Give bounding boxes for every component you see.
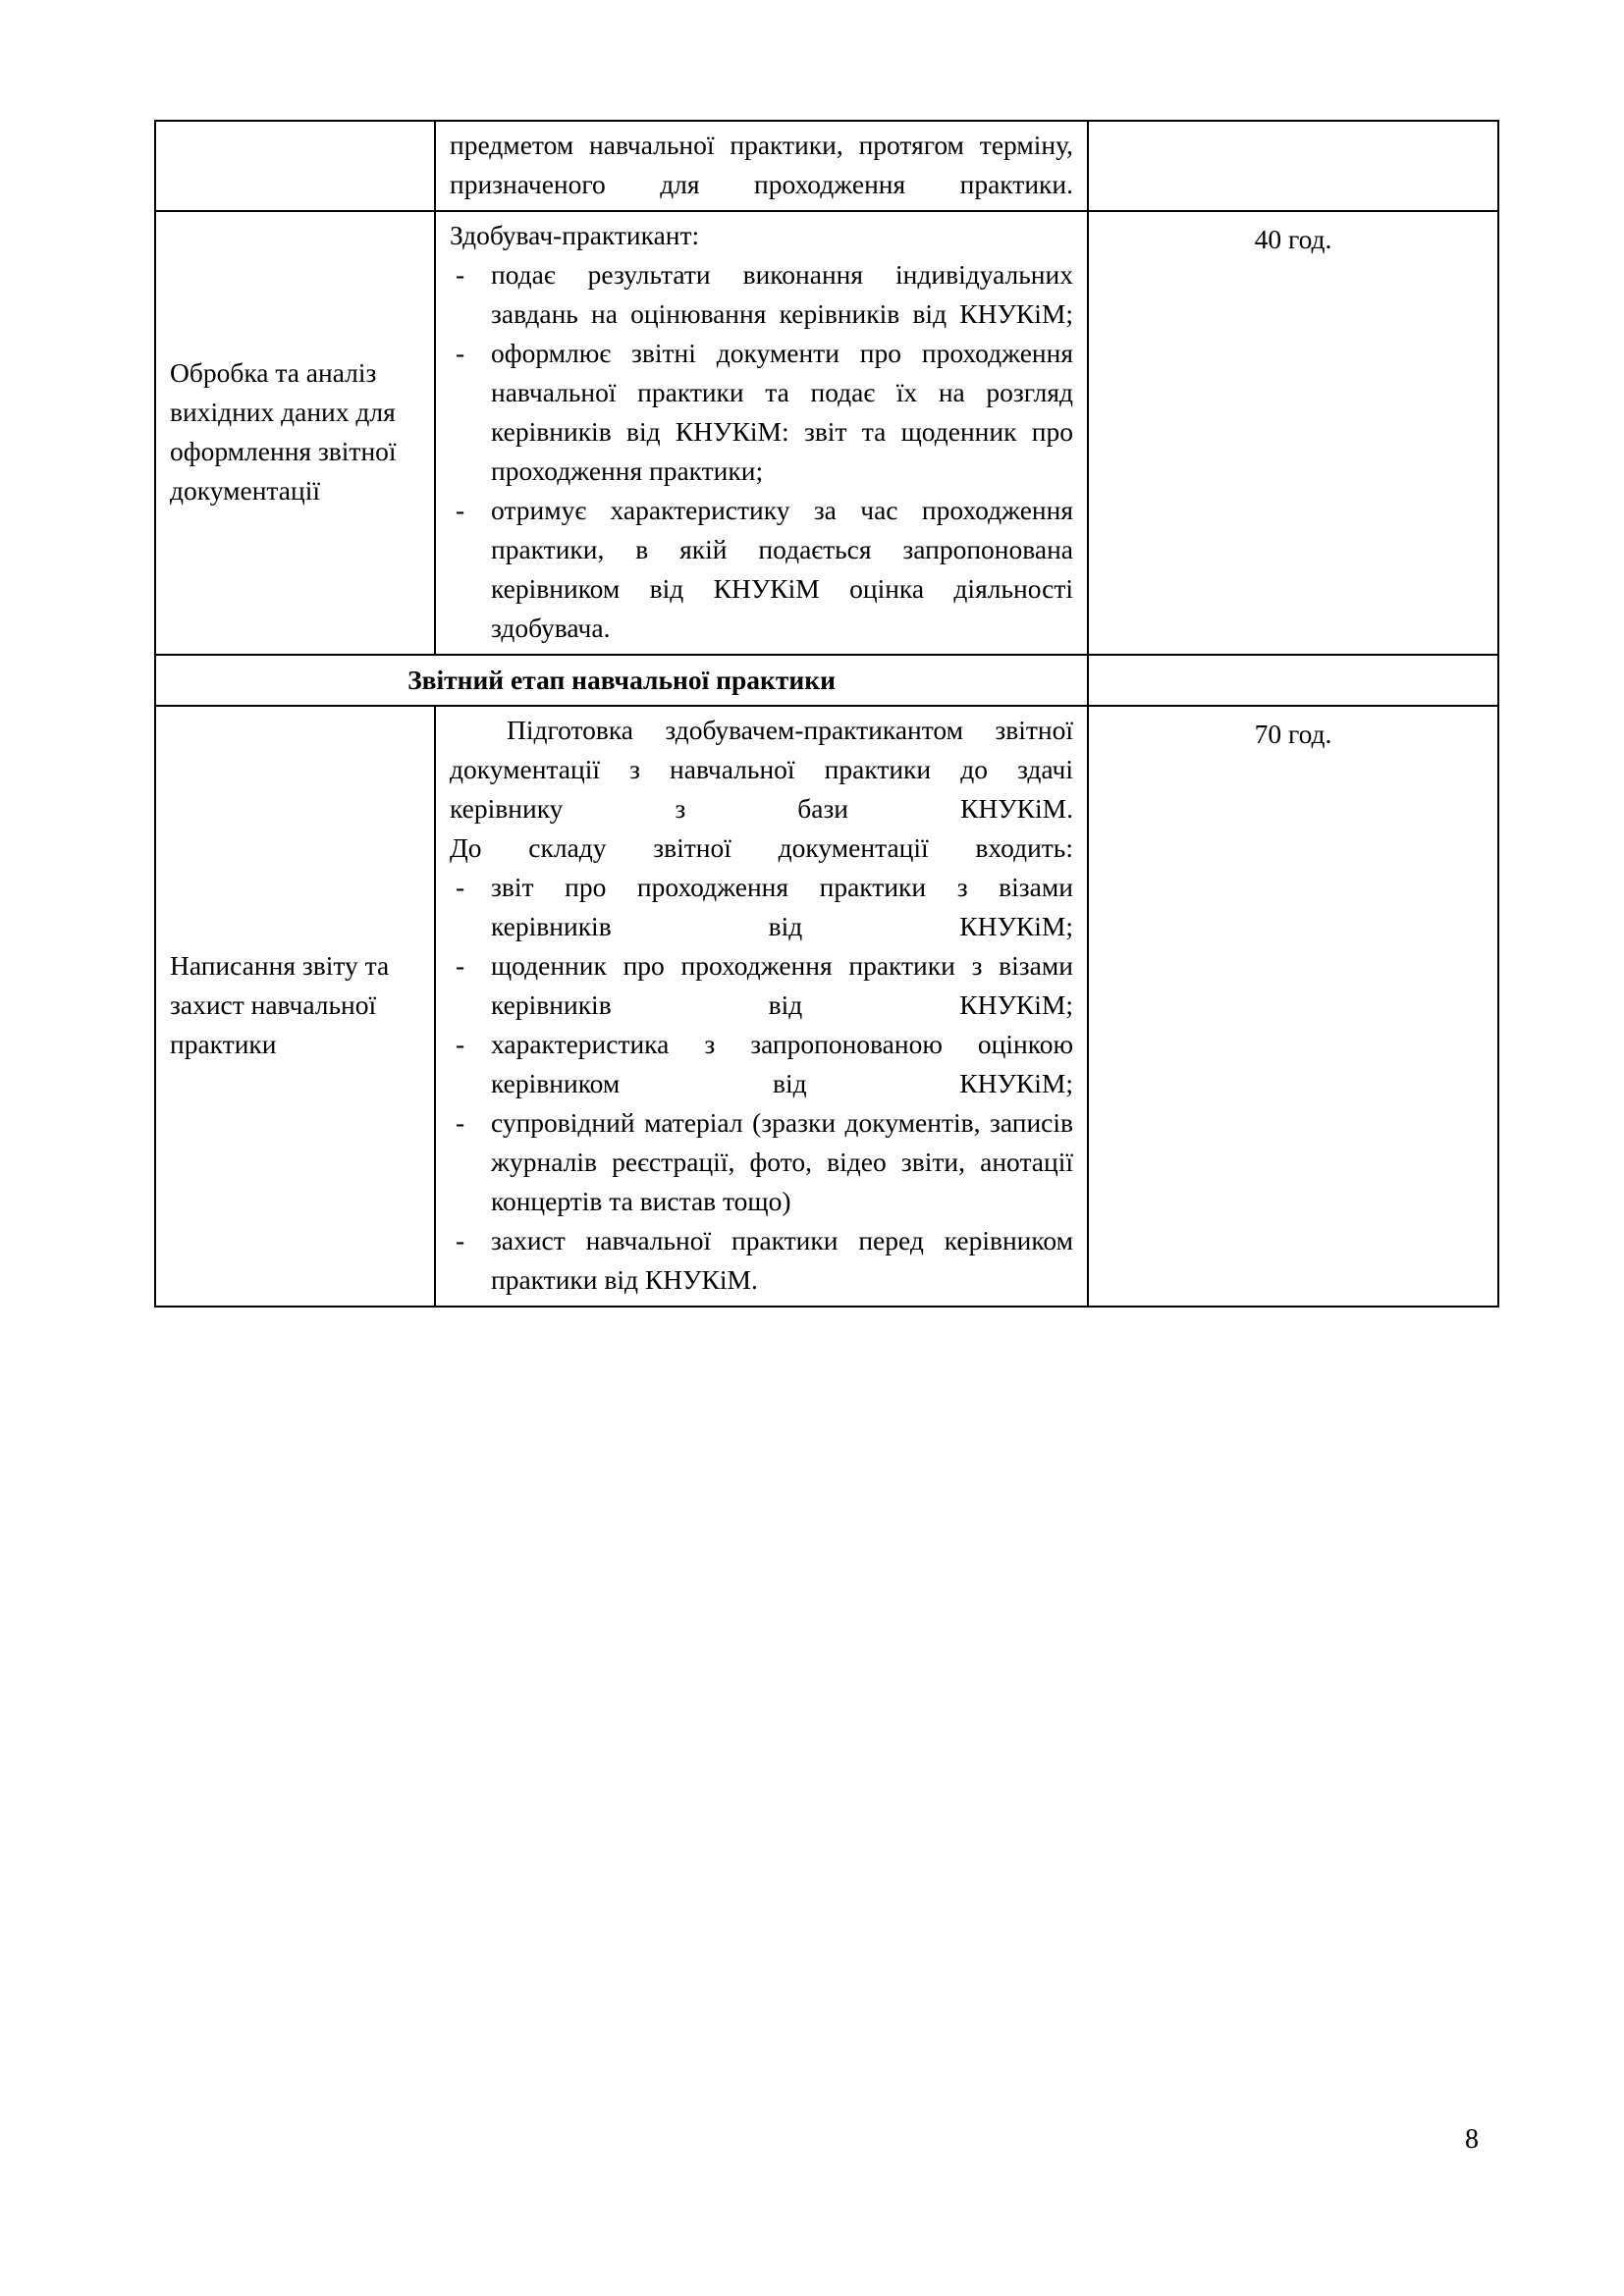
list-item-text: супровідний матеріал (зразки документів, записів журналів реєстрації, фото, відео звіти, анотації концертів та вистав тощо) — [491, 1107, 1073, 1216]
hours-cell-section — [1088, 655, 1498, 706]
list-item-text: отримує характеристику за час проходження практики, в якій подається запропонована керівником від КНУКіМ оцінка діяльності здобувача. — [491, 495, 1073, 643]
stage-cell-continuation — [155, 121, 435, 211]
bullet-list — [450, 255, 1073, 648]
hours-cell-report-writing — [1088, 706, 1498, 1307]
section-header-cell — [155, 655, 1088, 706]
list-item — [450, 1103, 1073, 1221]
list-item — [450, 1221, 1073, 1300]
list-item — [450, 491, 1073, 648]
list-item-text: захист навчальної практики перед керівником практики від КНУКіМ. — [491, 1225, 1073, 1295]
dash-bullet-icon: - — [456, 495, 465, 525]
list-item — [450, 334, 1073, 491]
paragraph: До складу звітної документації входить: — [450, 832, 1073, 863]
paragraph: Підготовка здобувачем-практикантом звітної документації з навчальної практики до здачі керівнику з бази КНУКіМ. — [450, 715, 1073, 824]
list-item-text: подає результати виконання індивідуальних завдань на оцінювання керівників від КНУКіМ; — [491, 259, 1073, 329]
table-row — [155, 121, 1498, 211]
list-item-text: щоденник про проходження практики з візами керівників від КНУКіМ; — [491, 950, 1073, 1020]
practice-schedule-table — [154, 120, 1499, 1308]
table-row — [155, 706, 1498, 1307]
content-cell-report-writing — [435, 706, 1088, 1307]
dash-bullet-icon: - — [456, 1029, 465, 1059]
dash-bullet-icon: - — [456, 872, 465, 902]
dash-bullet-icon: - — [456, 1107, 465, 1138]
content-cell-processing — [435, 211, 1088, 655]
lead-line: Здобувач-практикант: — [450, 220, 700, 250]
list-item-text: звіт про проходження практики з візами керівників від КНУКіМ; — [491, 872, 1073, 941]
list-item — [450, 255, 1073, 334]
list-item — [450, 1025, 1073, 1103]
stage-cell-report-writing — [155, 706, 435, 1307]
content-cell-continuation — [435, 121, 1088, 211]
list-item-text: характеристика з запропонованою оцінкою керівником від КНУКіМ; — [491, 1029, 1073, 1098]
hours-value: 40 год. — [1254, 224, 1332, 254]
bullet-list — [450, 868, 1073, 1300]
stage-label: Написання звіту та захист навчальної практики — [170, 950, 390, 1059]
list-item-text: оформлює звітні документи про проходження навчальної практики та подає їх на розгляд керівників від КНУКіМ: звіт та щоденник про проходження практики; — [491, 338, 1073, 486]
list-item — [450, 946, 1073, 1025]
dash-bullet-icon: - — [456, 259, 465, 290]
stage-cell-processing — [155, 211, 435, 655]
page-number: 8 — [1465, 2124, 1479, 2155]
hours-cell-processing — [1088, 211, 1498, 655]
section-header-title: Звітний етап навчальної практики — [407, 665, 836, 695]
dash-bullet-icon: - — [456, 338, 465, 368]
hours-cell-continuation — [1088, 121, 1498, 211]
hours-value: 70 год. — [1254, 719, 1332, 749]
dash-bullet-icon: - — [456, 1225, 465, 1255]
table-row — [155, 211, 1498, 655]
dash-bullet-icon: - — [456, 950, 465, 981]
paragraph: предметом навчальної практики, протягом терміну, призначеного для проходження практики. — [450, 130, 1073, 199]
table-row-section-header — [155, 655, 1498, 706]
stage-label: Обробка та аналіз вихідних даних для оформлення звітної документації — [170, 357, 397, 506]
list-item — [450, 868, 1073, 946]
